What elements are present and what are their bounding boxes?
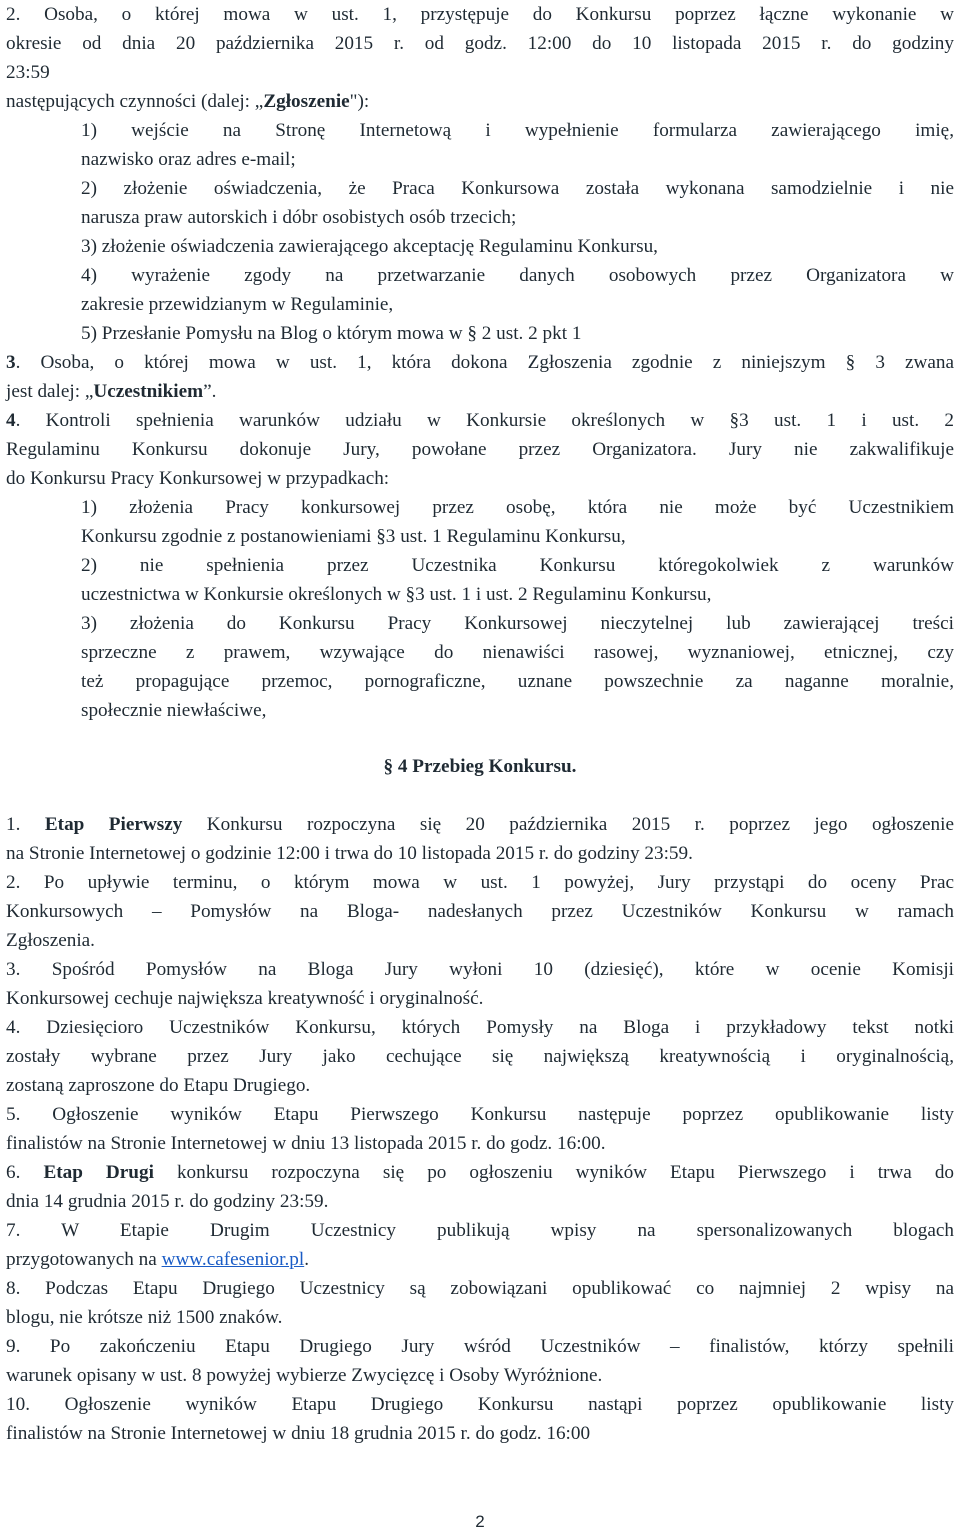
paragraph-number: 3 — [6, 352, 16, 373]
list-item: 4) wyrażenie zgody na przetwarzanie danych osobowych przez Organizatora w — [81, 265, 954, 286]
section-4-line: na Stronie Internetowej o godzinie 12:00 i trwa do 10 listopada 2015 r. do godziny 23:59. — [6, 843, 693, 864]
list-item: 3) złożenie oświadczenia zawierającego akceptację Regulaminu Konkursu, — [81, 236, 658, 257]
text-fragment: . Osoba, o której mowa w ust. 1, która dokona Zgłoszenia zgodnie z niniejszym § 3 zwana — [15, 352, 954, 373]
text-fragment: Konkursu rozpoczyna się 20 października 2015 r. poprzez jego ogłoszenie — [182, 814, 954, 835]
text-fragment: 6. — [6, 1162, 44, 1183]
defined-term: Uczestnikiem — [93, 381, 204, 402]
list-item: nazwisko oraz adres e-mail; — [81, 149, 296, 170]
section-heading: § 4 Przebieg Konkursu. — [383, 756, 577, 777]
stage-name: Etap Pierwszy — [44, 814, 183, 835]
section-4-line: 9. Po zakończeniu Etapu Drugiego Jury wśród Uczestników – finalistów, którzy spełnili — [6, 1336, 954, 1357]
stage-name: Etap Drugi — [43, 1162, 154, 1183]
list-item: 2) nie spełnienia przez Uczestnika Konkursu któregokolwiek z warunków — [81, 555, 954, 576]
section-4-line: 2. Po upływie terminu, o którym mowa w ust. 1 powyżej, Jury przystąpi do oceny Prac — [6, 872, 954, 893]
text-fragment: . Kontroli spełnienia warunków udziału w Konkursie określonych w §3 ust. 1 i ust. 2 — [15, 410, 954, 431]
paragraph-3-line — [6, 377, 954, 406]
section-4-line: dnia 14 grudnia 2015 r. do godziny 23:59. — [6, 1191, 329, 1212]
section-4-line: 8. Podczas Etapu Drugiego Uczestnicy są zobowiązani opublikować co najmniej 2 wpisy na — [6, 1278, 954, 1299]
section-4-line: 7. W Etapie Drugim Uczestnicy publikują wpisy na spersonalizowanych blogach — [6, 1220, 954, 1241]
text-fragment: konkursu rozpoczyna się po ogłoszeniu wyników Etapu Pierwszego i trwa do — [153, 1162, 955, 1183]
section-4-line: finalistów na Stronie Internetowej w dniu 18 grudnia 2015 r. do godz. 16:00 — [6, 1423, 591, 1444]
list-item: 5) Przesłanie Pomysłu na Blog o którym mowa w § 2 ust. 2 pkt 1 — [81, 323, 582, 344]
list-item: zakresie przewidzianym w Regulaminie, — [81, 294, 394, 315]
text-fragment: następujących czynności (dalej: „ — [6, 91, 264, 112]
defined-term: Zgłoszenie — [263, 91, 350, 112]
section-4-line: 10. Ogłoszenie wyników Etapu Drugiego Konkursu nastąpi poprzez opublikowanie listy — [6, 1394, 954, 1415]
list-item: Konkursu zgodnie z postanowieniami §3 ust. 1 Regulaminu Konkursu, — [81, 526, 626, 547]
list-item: narusza praw autorskich i dóbr osobistych osób trzecich; — [81, 207, 517, 228]
list-item: 1) złożenia Pracy konkursowej przez osobę, która nie może być Uczestnikiem — [81, 497, 954, 518]
list-item: 2) złożenie oświadczenia, że Praca Konkursowa została wykonana samodzielnie i nie — [81, 178, 954, 199]
list-item: 1) wejście na Stronę Internetową i wypełnienie formularza zawierającego imię, — [81, 120, 954, 141]
text-fragment: ”. — [203, 381, 217, 402]
paragraph-2-line: 2. Osoba, o której mowa w ust. 1, przystępuje do Konkursu poprzez łączne wykonanie w — [6, 4, 954, 25]
section-4-line: Konkursowych – Pomysłów na Bloga- nadesłanych przez Uczestników Konkursu w ramach — [6, 901, 954, 922]
paragraph-4-line: do Konkursu Pracy Konkursowej w przypadkach: — [6, 468, 390, 489]
paragraph-4-line: Regulaminu Konkursu dokonuje Jury, powołane przez Organizatora. Jury nie zakwalifikuje — [6, 439, 954, 460]
section-4-line: finalistów na Stronie Internetowej w dniu 13 listopada 2015 r. do godz. 16:00. — [6, 1133, 606, 1154]
list-item: sprzeczne z prawem, wzywające do nienawiści rasowej, wyznaniowej, etnicznej, czy — [81, 642, 954, 663]
section-4-line: 3. Spośród Pomysłów na Bloga Jury wyłoni 10 (dziesięć), które w ocenie Komisji — [6, 959, 954, 980]
section-4-line — [6, 1245, 954, 1274]
list-item: też propagujące przemoc, pornograficzne, uznane powszechnie za naganne moralnie, — [81, 671, 954, 692]
section-4-line: zostały wybrane przez Jury jako cechujące się największą kreatywnością i oryginalnością, — [6, 1046, 954, 1067]
section-4-line — [6, 1158, 954, 1187]
text-fragment: przygotowanych na — [6, 1249, 162, 1270]
paragraph-2-line: 23:59 — [6, 62, 50, 83]
paragraph-number: 4 — [6, 410, 16, 431]
paragraph-3-line — [6, 348, 954, 377]
text-fragment: "): — [349, 91, 370, 112]
paragraph-2-line: okresie od dnia 20 października 2015 r. od godz. 12:00 do 10 listopada 2015 r. do godziny — [6, 33, 954, 54]
section-4-line: Zgłoszenia. — [6, 930, 95, 951]
section-4-line: Konkursowej cechuje największa kreatywność i oryginalność. — [6, 988, 484, 1009]
page-number: 2 — [475, 1512, 485, 1531]
list-item: uczestnictwa w Konkursie określonych w §3 ust. 1 i ust. 2 Regulaminu Konkursu, — [81, 584, 712, 605]
paragraph-2-line — [6, 87, 954, 116]
text-fragment: jest dalej: „ — [6, 381, 94, 402]
text-fragment: 1. — [6, 814, 45, 835]
section-4-line: warunek opisany w ust. 8 powyżej wybierze Zwycięzcę i Osoby Wyróżnione. — [6, 1365, 603, 1386]
section-4-line: zostaną zaproszone do Etapu Drugiego. — [6, 1075, 311, 1096]
list-item: społecznie niewłaściwe, — [81, 700, 267, 721]
section-4-line — [6, 810, 954, 839]
list-item: 3) złożenia do Konkursu Pracy Konkursowej nieczytelnej lub zawierającej treści — [81, 613, 954, 634]
section-4-line: 5. Ogłoszenie wyników Etapu Pierwszego Konkursu następuje poprzez opublikowanie listy — [6, 1104, 954, 1125]
section-4-line: blogu, nie krótsze niż 1500 znaków. — [6, 1307, 283, 1328]
website-link[interactable]: www.cafesenior.pl — [161, 1249, 305, 1270]
section-4-line: 4. Dziesięcioro Uczestników Konkursu, których Pomysły na Bloga i przykładowy tekst notki — [6, 1017, 954, 1038]
paragraph-4-line — [6, 406, 954, 435]
text-fragment: . — [304, 1249, 310, 1270]
